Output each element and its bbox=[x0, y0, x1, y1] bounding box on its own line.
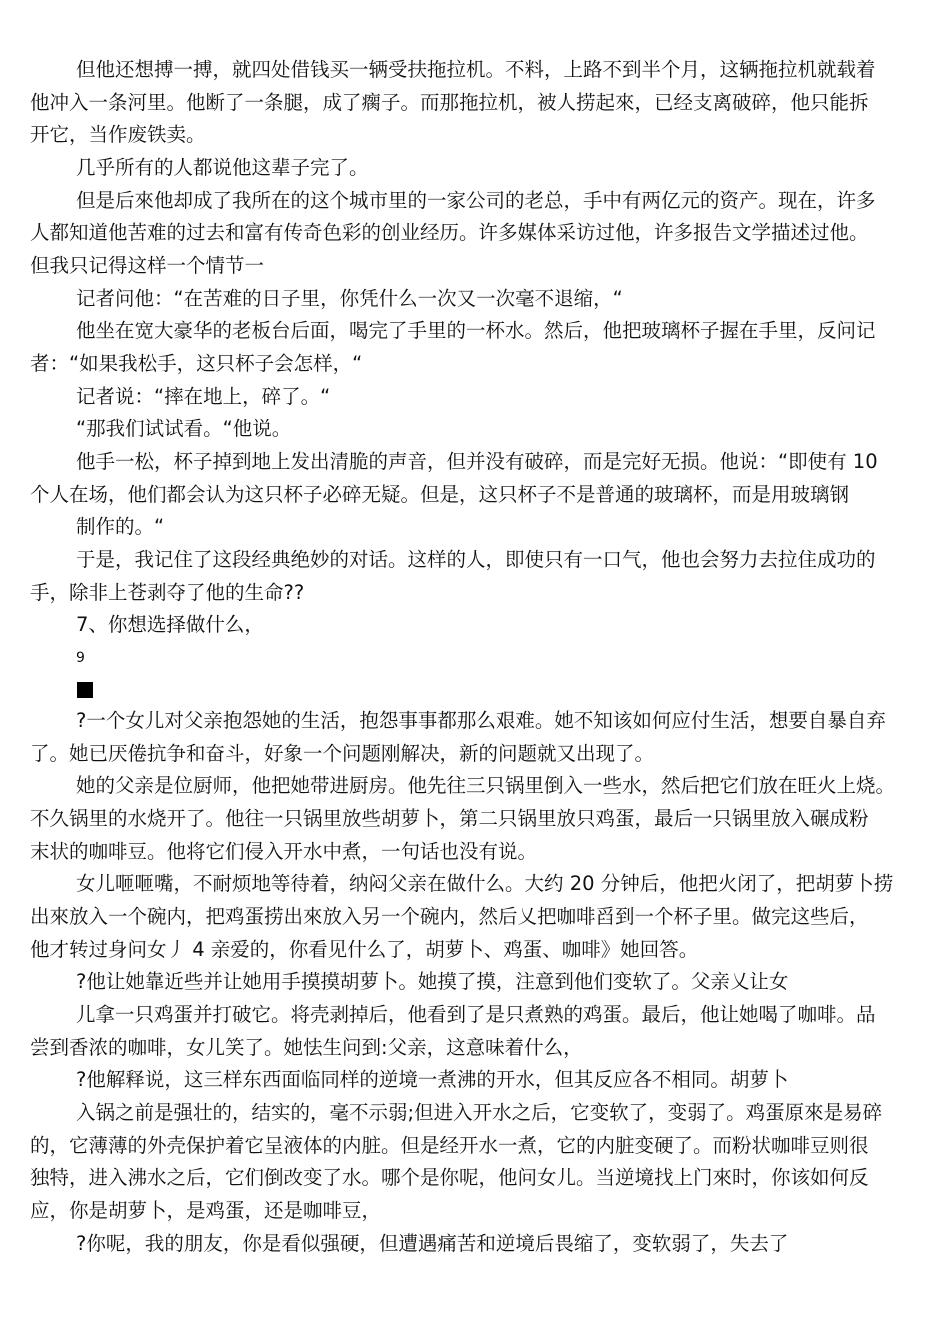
text-line: 末状的咖啡豆。他将它们侵入开水中煮，一句话也没有说。 bbox=[30, 840, 538, 863]
text-line: 儿拿一只鸡蛋并打破它。将壳剥掉后，他看到了是只煮熟的鸡蛋。最后，他让她喝了咖啡。品 bbox=[76, 1003, 876, 1026]
text-line: ?你呢，我的朋友，你是看似强硬，但遭遇痛苦和逆境后畏缩了，变软弱了，失去了 bbox=[76, 1232, 789, 1255]
text-line: “那我们试试看。“他说。 bbox=[76, 417, 292, 440]
text-line: 但他还想搏一搏，就四处借钱买一辆受扶拖拉机。不料，上路不到半个月，这辆拖拉机就载着 bbox=[76, 58, 876, 81]
text-line: 出來放入一个碗内，把鸡蛋捞出來放入另一个碗内，然后乂把咖啡舀到一个杯子里。做完这些后， bbox=[30, 905, 869, 928]
text-line: 几乎所有的人都说他这辈子完了。 bbox=[76, 156, 369, 179]
text-line: 者：“如果我松手，这只杯子会怎样，“ bbox=[30, 352, 363, 375]
section-heading: 7、你想选择做什么， bbox=[76, 613, 264, 636]
text-line: 了。她已厌倦抗争和奋斗，好象一个问题刚解决，新的问题就又出现了。 bbox=[30, 742, 655, 765]
text-line: 不久锅里的水烧开了。他往一只锅里放些胡萝卜，第二只锅里放只鸡蛋，最后一只锅里放入碾成粉 bbox=[30, 807, 869, 830]
text-line: 制作的。“ bbox=[76, 515, 165, 538]
text-line: 他坐在宽大豪华的老板台后面，喝完了手里的一杯水。然后，他把玻璃杯子握在手里，反问记 bbox=[76, 319, 876, 342]
text-line: 入锅之前是强壮的，结实的，毫不示弱;但进入开水之后，它变软了，变弱了。鸡蛋原來是易碎 bbox=[76, 1101, 883, 1124]
text-line: 人都知道他苦难的过去和富有传奇色彩的创业经历。许多媒体采访过他，许多报告文学描述过他。 bbox=[30, 221, 869, 244]
text-line: 于是，我记住了这段经典绝妙的对话。这样的人，即使只有一口气，他也会努力去拉住成功的 bbox=[76, 548, 876, 571]
text-line: 的，它薄薄的外壳保护着它呈液体的内脏。但是经开水一煮，它的内脏变硬了。而粉状咖啡豆则很 bbox=[30, 1134, 869, 1157]
text-line: 但我只记得这样一个情节一 bbox=[30, 254, 265, 277]
text-line: ?他让她靠近些并让她用手摸摸胡萝卜。她摸了摸，注意到他们变软了。父亲乂让女 bbox=[76, 970, 789, 993]
text-line: 记者说：“摔在地上，碎了。“ bbox=[76, 385, 331, 408]
text-line: 独特，进入沸水之后，它们倒改变了水。哪个是你呢，他问女儿。当逆境找上门來时，你该如何反 bbox=[30, 1166, 869, 1189]
text-line: 他才转过身问女丿 4 亲爱的，你看见什么了，胡萝卜、鸡蛋、咖啡》她回答。 bbox=[30, 938, 699, 961]
text-line: 他手一松，杯子掉到地上发出清脆的声音，但并没有破碎，而是完好无损。他说：“即使有 10 bbox=[76, 450, 878, 473]
text-line: ?他解释说，这三样东西面临同样的逆境一煮沸的开水，但其反应各不相同。胡萝卜 bbox=[76, 1068, 789, 1091]
text-line: 手，除非上苍剥夺了他的生命?? bbox=[30, 581, 305, 604]
text-line: 个人在场，他们都会认为这只杯子必碎无疑。但是，这只杯子不是普通的玻璃杯，而是用玻璃钢 bbox=[30, 483, 850, 506]
text-line: 应，你是胡萝卜，是鸡蛋，还是咖啡豆， bbox=[30, 1199, 382, 1222]
text-line: 记者问他：“在苦难的日子里，你凭什么一次又一次毫不退缩，“ bbox=[76, 287, 623, 310]
text-line: 尝到香浓的咖啡，女儿笑了。她怯生问到:父亲，这意味着什么， bbox=[30, 1036, 583, 1059]
text-line: 她的父亲是位厨师，他把她带进厨房。他先往三只锅里倒入一些水，然后把它们放在旺火上烧。 bbox=[76, 774, 896, 797]
text-line: 但是后來他却成了我所在的这个城市里的一家公司的老总，手中有两亿元的资产。现在，许多 bbox=[76, 189, 876, 212]
text-line: 开它，当作废铁卖。 bbox=[30, 123, 206, 146]
text-line: 女儿咂咂嘴，不耐烦地等待着，纳闷父亲在做什么。大约 20 分钟后，他把火闭了，把胡萝卜捞 bbox=[76, 872, 894, 895]
text-line: 他冲入一条河里。他断了一条腿，成了瘸子。而那拖拉机，被人捞起來，已经支离破碎，他只能拆 bbox=[30, 91, 869, 114]
square-bullet-icon bbox=[77, 682, 93, 698]
page-number: 9 bbox=[76, 650, 85, 666]
text-line: ?一个女儿对父亲抱怨她的生活，抱怨事事都那么艰难。她不知该如何应付生活，想要自暴自弃 bbox=[76, 709, 886, 732]
